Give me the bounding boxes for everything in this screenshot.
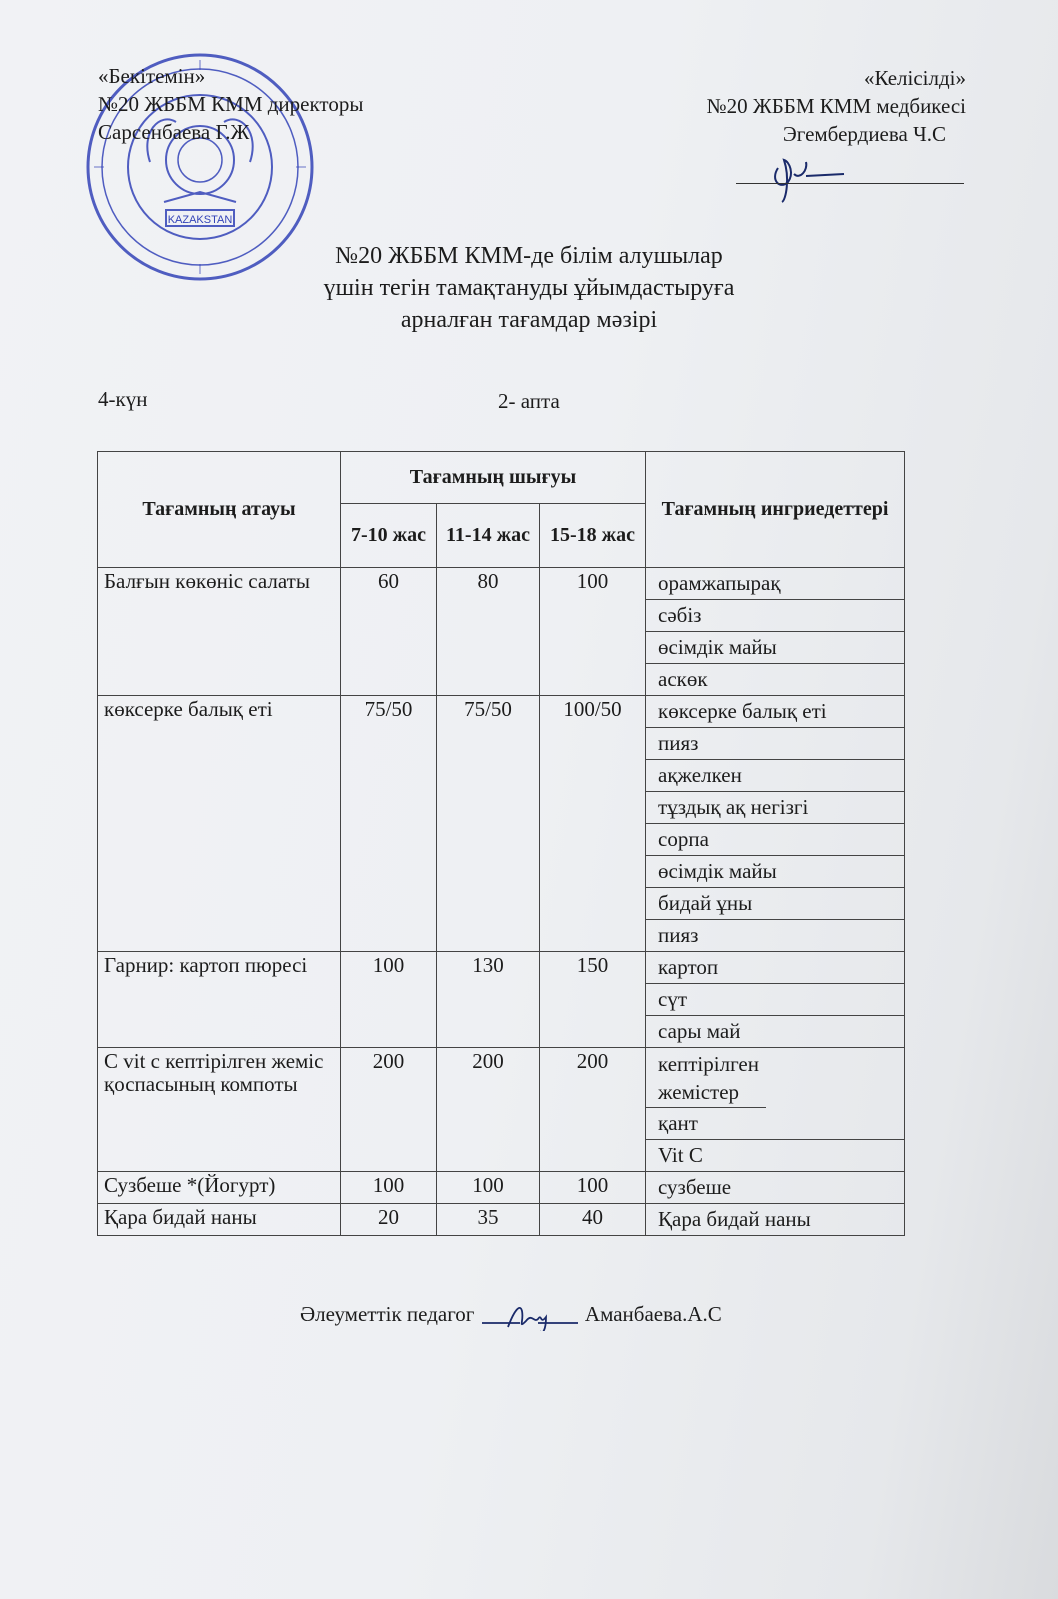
approved-label: «Бекітемін» bbox=[98, 64, 206, 88]
portion-7-10: 100 bbox=[341, 952, 437, 1048]
title-line-3: арналған тағамдар мәзірі bbox=[400, 307, 658, 333]
portion-11-14: 80 bbox=[437, 568, 540, 696]
title-line-2: үшін тегін тамақтануды ұйымдастыруға bbox=[323, 275, 735, 301]
agreement-block bbox=[707, 64, 966, 148]
social-pedagogue-name: Аманбаева.А.С bbox=[584, 1301, 722, 1326]
ingredient: пияз bbox=[646, 728, 904, 760]
header-ingredients: Тағамның ингриедеттері bbox=[646, 452, 905, 568]
social-pedagogue-role: Әлеуметтік педагог bbox=[300, 1301, 475, 1326]
ingredient: кептірілген жемістер bbox=[646, 1048, 766, 1108]
ingredient: пияз bbox=[658, 923, 699, 947]
header-age-11-14: 11-14 жас bbox=[437, 504, 540, 568]
portion-7-10: 100 bbox=[341, 1172, 437, 1204]
portion-15-18: 200 bbox=[540, 1048, 646, 1172]
dish-name: Сузбеше *(Йогурт) bbox=[98, 1172, 341, 1204]
portion-7-10: 20 bbox=[341, 1204, 437, 1236]
ingredient: сорпа bbox=[646, 824, 904, 856]
ingredients-cell bbox=[646, 952, 905, 1048]
director-name: Сарсенбаева Г.Ж bbox=[98, 120, 250, 144]
header-output: Тағамның шығуы bbox=[341, 452, 646, 504]
nurse-role: №20 ЖББМ КММ медбикесі bbox=[706, 94, 966, 118]
portion-15-18: 100 bbox=[540, 1172, 646, 1204]
ingredient: көксерке балық еті bbox=[646, 696, 904, 728]
menu-table bbox=[97, 451, 905, 1236]
table-row bbox=[98, 568, 905, 696]
header-age-7-10: 7-10 жас bbox=[341, 504, 437, 568]
ingredient: орамжапырақ bbox=[646, 568, 904, 600]
nurse-signature-line bbox=[736, 183, 964, 184]
ingredient: сүт bbox=[646, 984, 904, 1016]
page-title bbox=[0, 240, 1058, 336]
portion-11-14: 130 bbox=[437, 952, 540, 1048]
approval-block bbox=[98, 62, 363, 146]
dish-name: Балғын көкөніс салаты bbox=[98, 568, 341, 696]
ingredient: сары май bbox=[658, 1019, 741, 1043]
portion-7-10: 75/50 bbox=[341, 696, 437, 952]
ingredient: сәбіз bbox=[646, 600, 904, 632]
ingredient: картоп bbox=[646, 952, 904, 984]
portion-11-14: 75/50 bbox=[437, 696, 540, 952]
ingredient: аскөк bbox=[658, 667, 708, 691]
ingredient: бидай ұны bbox=[646, 888, 904, 920]
dish-name: көксерке балық еті bbox=[98, 696, 341, 952]
ingredient: Қара бидай наны bbox=[658, 1207, 811, 1231]
header-dish-name: Тағамның атауы bbox=[98, 452, 341, 568]
portion-7-10: 60 bbox=[341, 568, 437, 696]
portion-15-18: 150 bbox=[540, 952, 646, 1048]
table-row bbox=[98, 696, 905, 952]
portion-15-18: 100/50 bbox=[540, 696, 646, 952]
ingredient: сузбеше bbox=[658, 1175, 732, 1199]
ingredient: тұздық ақ негізгі bbox=[646, 792, 904, 824]
footer-signature-block bbox=[300, 1301, 722, 1331]
dish-name: Қара бидай наны bbox=[98, 1204, 341, 1236]
ingredients-cell bbox=[646, 1172, 905, 1204]
table-row bbox=[98, 952, 905, 1048]
header-age-15-18: 15-18 жас bbox=[540, 504, 646, 568]
stamp-label: KAZAKSTAN bbox=[167, 214, 233, 226]
ingredients-cell bbox=[646, 568, 905, 696]
ingredients-cell bbox=[646, 1204, 905, 1236]
portion-7-10: 200 bbox=[341, 1048, 437, 1172]
title-line-1: №20 ЖББМ КММ-де білім алушылар bbox=[335, 243, 723, 269]
pedagogue-signature bbox=[480, 1301, 580, 1331]
portion-11-14: 200 bbox=[437, 1048, 540, 1172]
director-role: №20 ЖББМ КММ директоры bbox=[98, 92, 364, 116]
ingredient: Vit C bbox=[658, 1143, 703, 1167]
agreed-label: «Келісілді» bbox=[864, 66, 966, 90]
nurse-signature bbox=[760, 140, 860, 210]
ingredients-cell bbox=[646, 696, 905, 952]
ingredient: өсімдік майы bbox=[646, 856, 904, 888]
portion-15-18: 100 bbox=[540, 568, 646, 696]
table-row bbox=[98, 1048, 905, 1172]
ingredient: өсімдік майы bbox=[646, 632, 904, 664]
portion-11-14: 100 bbox=[437, 1172, 540, 1204]
ingredient: қант bbox=[646, 1108, 904, 1140]
ingredient: ақжелкен bbox=[646, 760, 904, 792]
table-row bbox=[98, 1204, 905, 1236]
day-label: 4-күн bbox=[98, 387, 148, 411]
ingredients-cell bbox=[646, 1048, 905, 1172]
nurse-name: Эгембердиева Ч.С bbox=[782, 122, 946, 146]
dish-name: С vit с кептірілген жеміс қоспасының компоты bbox=[98, 1048, 341, 1172]
portion-15-18: 40 bbox=[540, 1204, 646, 1236]
dish-name: Гарнир: картоп пюресі bbox=[98, 952, 341, 1048]
week-label: 2- апта bbox=[498, 389, 560, 413]
portion-11-14: 35 bbox=[437, 1204, 540, 1236]
table-row bbox=[98, 1172, 905, 1204]
